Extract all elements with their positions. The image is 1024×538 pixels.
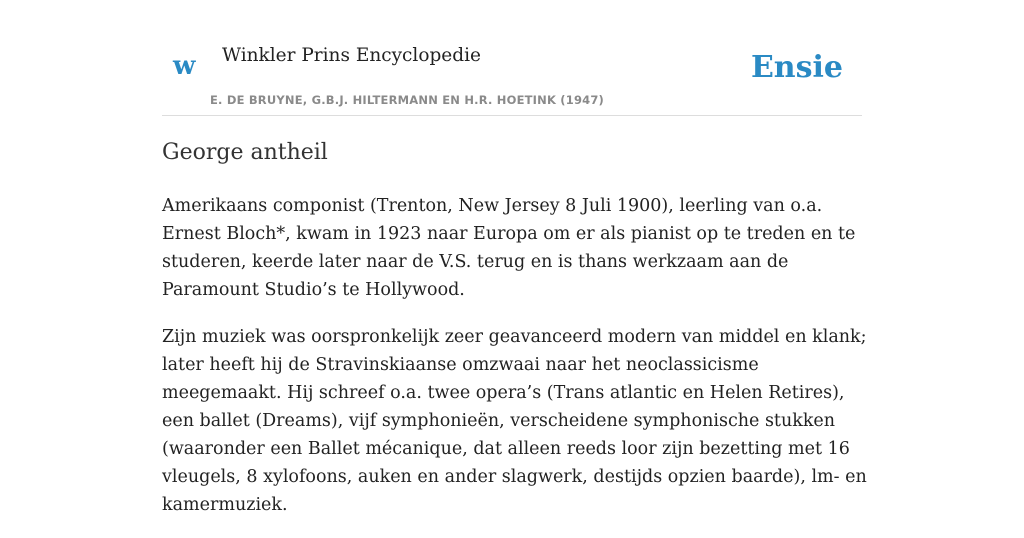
- article-paragraph: Zijn muziek was oorspronkelijk zeer geavanceerd modern van middel en klank; later heeft hij de Stravinskiaanse omzwaai naar het neoclassicisme meegemaakt. Hij schreef o.a. twee opera’s (Trans atlantic en Helen Retires), een ballet (Dreams), vijf symphonieën, verscheidene symphonische stukken (waaronder een Ballet mécanique, dat alleen reeds loor zijn bezetting met 16 vleugels, 8 xylofoons, auken en ander slagwerk, destijds opzien baarde), lm- en kamermuziek.: [162, 327, 867, 515]
- source-authors: E. DE BRUYNE, G.B.J. HILTERMANN EN H.R. HOETINK (1947): [210, 93, 605, 107]
- ensie-logo[interactable]: Ensie: [750, 50, 843, 85]
- source-header: [162, 0, 862, 116]
- article-body: [162, 192, 867, 538]
- article-paragraph: Amerikaans componist (Trenton, New Jersey 8 Juli 1900), leerling van o.a. Ernest Bloch*, kwam in 1923 naar Europa om er als pianist op te treden en te studeren, keerde later naar de V.S. terug en is thans werkzaam aan de Paramount Studio’s te Hollywood.: [162, 196, 856, 300]
- page-container: [162, 0, 867, 515]
- source-title[interactable]: Winkler Prins Encyclopedie: [222, 45, 481, 66]
- article-title: George antheil: [162, 140, 328, 165]
- winkler-prins-logo[interactable]: w: [173, 51, 196, 81]
